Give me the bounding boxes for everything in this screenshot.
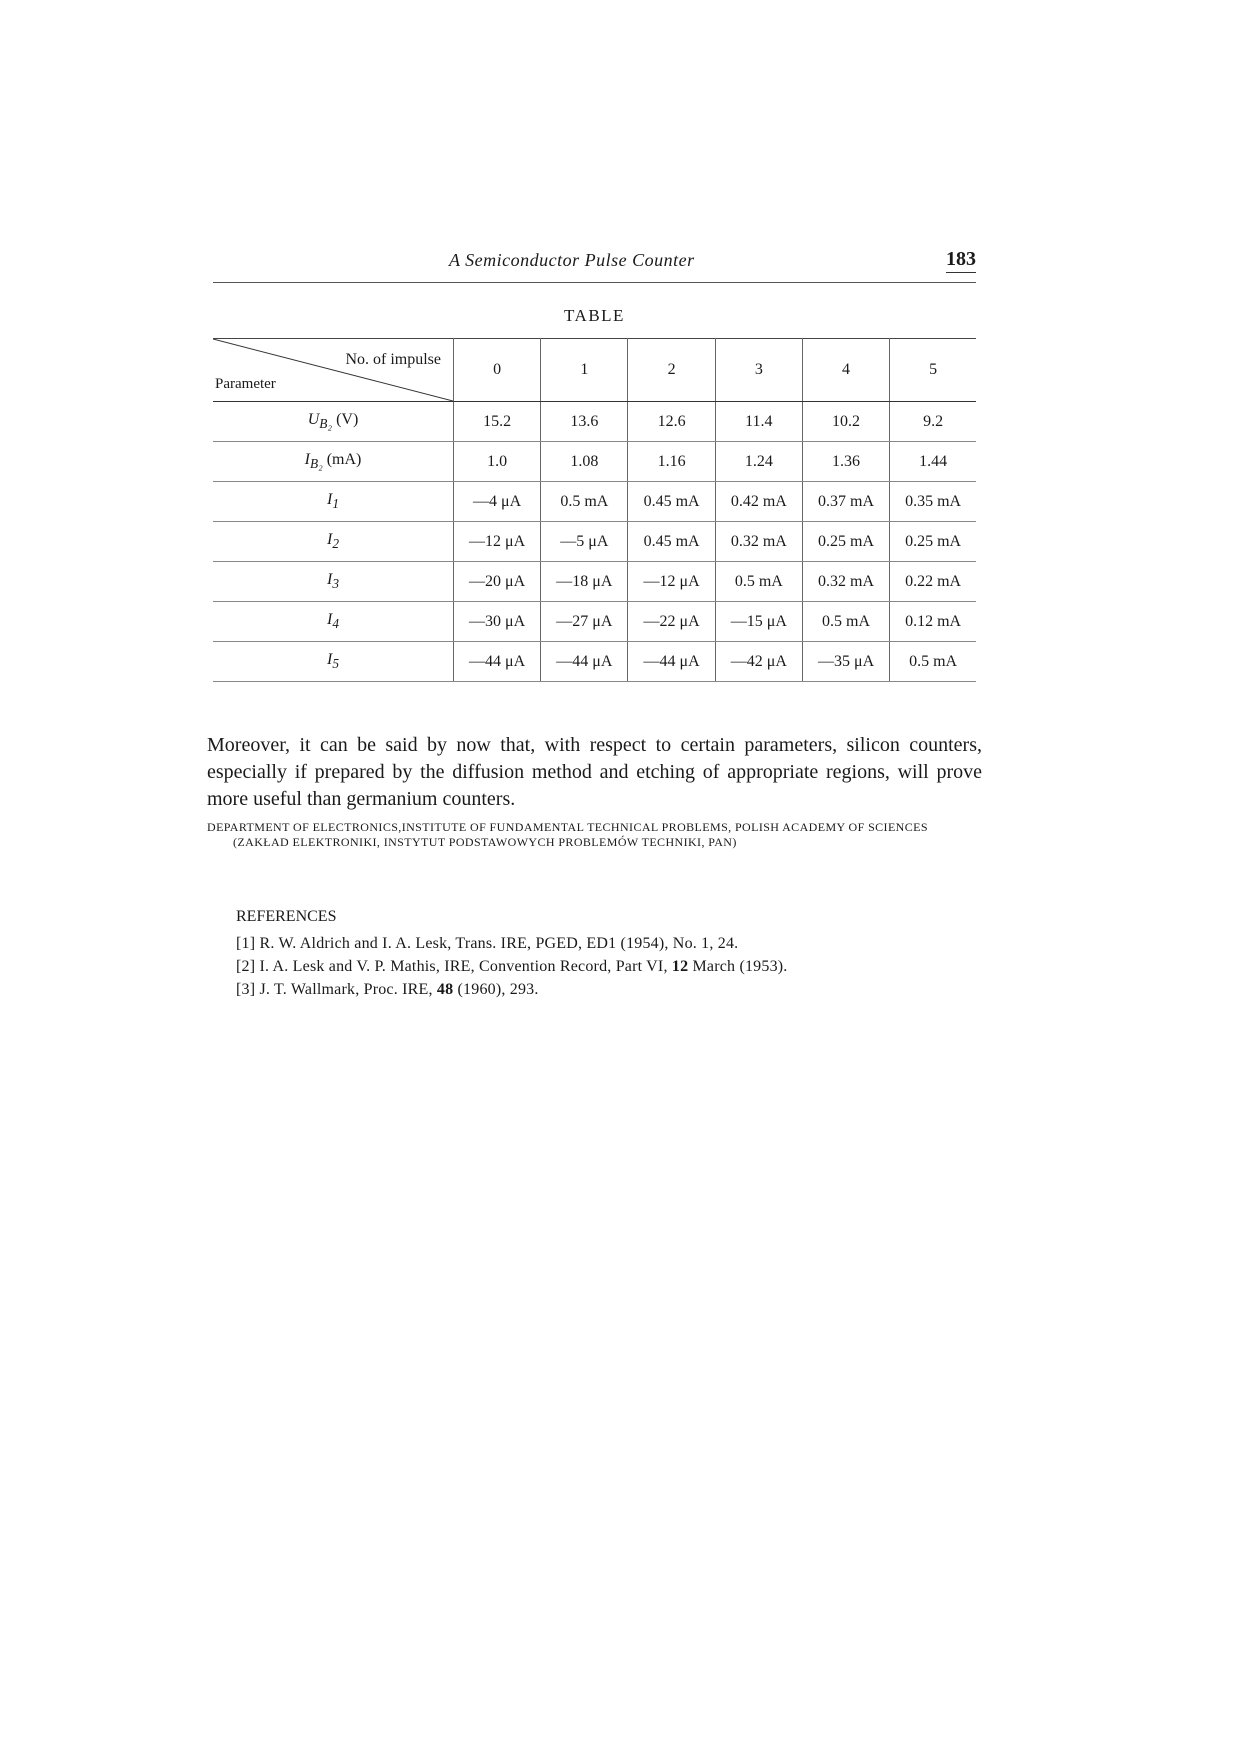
table-cell: 9.2: [890, 402, 976, 442]
table-cell: 10.2: [802, 402, 889, 442]
parameter-cell: [213, 522, 454, 562]
reference-date: (1960), 293.: [457, 981, 539, 998]
table-cell: 15.2: [454, 402, 541, 442]
table-cell: 0.45 mA: [628, 482, 715, 522]
parameter-cell: [213, 562, 454, 602]
table-cell: —18 μA: [541, 562, 628, 602]
column-header: 1: [541, 339, 628, 402]
parameter-cell: [213, 642, 454, 682]
table-cell: —15 μA: [715, 602, 802, 642]
table-cell: 0.5 mA: [541, 482, 628, 522]
table-cell: 1.08: [541, 442, 628, 482]
table-cell: —42 μA: [715, 642, 802, 682]
reference-volume: 48: [436, 981, 454, 998]
page-number: 183: [946, 248, 976, 273]
parameter-symbol: I: [327, 530, 333, 548]
reference-source: Trans. IRE, PGED, ED1 (1954), No. 1, 24.: [455, 935, 739, 952]
table-cell: —44 μA: [454, 642, 541, 682]
table-cell: 0.25 mA: [890, 522, 976, 562]
table-cell: 0.37 mA: [802, 482, 889, 522]
parameter-subscript: B₂: [319, 416, 333, 432]
running-header: [213, 248, 976, 283]
table-cell: 1.24: [715, 442, 802, 482]
affiliation-polish: (ZAKŁAD ELEKTRONIKI, INSTYTUT PODSTAWOWYCH PROBLEMÓW TECHNIKI, PAN): [233, 835, 737, 849]
corner-label-impulse: No. of impulse: [345, 351, 441, 368]
reference-date: March (1953).: [692, 958, 788, 975]
table-cell: 0.5 mA: [715, 562, 802, 602]
table-cell: —44 μA: [541, 642, 628, 682]
affiliation: [207, 820, 982, 850]
table-row: [213, 522, 976, 562]
parameter-cell: [213, 402, 454, 442]
column-header: 4: [802, 339, 889, 402]
column-header: 0: [454, 339, 541, 402]
reference-number: [3]: [236, 981, 256, 998]
parameter-unit: (V): [336, 410, 359, 428]
parameter-symbol: I: [327, 490, 333, 508]
table-header-row: [213, 339, 976, 402]
reference-number: [1]: [236, 935, 256, 952]
table-row: [213, 482, 976, 522]
reference-number: [2]: [236, 958, 256, 975]
column-header: 2: [628, 339, 715, 402]
table-cell: —12 μA: [628, 562, 715, 602]
reference-item: [236, 955, 981, 978]
reference-source: IRE, Convention Record, Part VI,: [444, 958, 668, 975]
reference-item: [236, 932, 981, 955]
table-cell: —5 μA: [541, 522, 628, 562]
table-cell: —4 μA: [454, 482, 541, 522]
parameter-cell: [213, 442, 454, 482]
reference-source: Proc. IRE,: [363, 981, 433, 998]
parameter-cell: [213, 602, 454, 642]
table-cell: 0.42 mA: [715, 482, 802, 522]
table-cell: 1.0: [454, 442, 541, 482]
references-heading: REFERENCES: [236, 908, 337, 925]
table-cell: 0.32 mA: [715, 522, 802, 562]
affiliation-english: DEPARTMENT OF ELECTRONICS,INSTITUTE OF FUNDAMENTAL TECHNICAL PROBLEMS, POLISH ACADEMY OF SCIENCES: [207, 820, 928, 834]
table-row: [213, 642, 976, 682]
references-section: [236, 905, 981, 1001]
parameter-subscript: 2: [332, 536, 339, 552]
parameter-subscript: 5: [332, 656, 339, 672]
reference-item: [236, 978, 981, 1001]
table-row: [213, 602, 976, 642]
reference-authors: R. W. Aldrich and I. A. Lesk,: [259, 935, 452, 952]
parameter-symbol: I: [304, 450, 310, 468]
table-cell: —27 μA: [541, 602, 628, 642]
running-title: A Semiconductor Pulse Counter: [449, 250, 695, 270]
table-cell: 0.35 mA: [890, 482, 976, 522]
table-cell: 0.12 mA: [890, 602, 976, 642]
table-cell: —30 μA: [454, 602, 541, 642]
table-row: [213, 562, 976, 602]
column-header: 3: [715, 339, 802, 402]
parameter-symbol: I: [327, 570, 333, 588]
column-header: 5: [890, 339, 976, 402]
table-row: [213, 442, 976, 482]
table-cell: 1.36: [802, 442, 889, 482]
table-corner-cell: [213, 339, 454, 402]
table-caption: TABLE: [564, 306, 625, 325]
table-cell: 1.44: [890, 442, 976, 482]
parameter-subscript: 1: [332, 496, 339, 512]
table-cell: —12 μA: [454, 522, 541, 562]
table-cell: 0.32 mA: [802, 562, 889, 602]
table-cell: —22 μA: [628, 602, 715, 642]
table-cell: 12.6: [628, 402, 715, 442]
reference-volume: 12: [671, 958, 689, 975]
reference-authors: J. T. Wallmark,: [259, 981, 360, 998]
table-cell: 0.25 mA: [802, 522, 889, 562]
table-cell: 1.16: [628, 442, 715, 482]
parameter-unit: (mA): [326, 450, 362, 468]
parameter-cell: [213, 482, 454, 522]
parameter-subscript: 4: [332, 616, 339, 632]
parameter-symbol: I: [327, 650, 333, 668]
data-table: [213, 338, 976, 682]
table-cell: 13.6: [541, 402, 628, 442]
parameter-subscript: 3: [332, 576, 339, 592]
corner-label-parameter: Parameter: [215, 376, 276, 392]
table-cell: —20 μA: [454, 562, 541, 602]
table-cell: —35 μA: [802, 642, 889, 682]
table-cell: —44 μA: [628, 642, 715, 682]
table-row: [213, 402, 976, 442]
table-cell: 0.45 mA: [628, 522, 715, 562]
reference-authors: I. A. Lesk and V. P. Mathis,: [259, 958, 441, 975]
parameter-symbol: U: [307, 410, 320, 428]
table-cell: 11.4: [715, 402, 802, 442]
table-cell: 0.5 mA: [802, 602, 889, 642]
table-cell: 0.5 mA: [890, 642, 976, 682]
parameter-symbol: I: [327, 610, 333, 628]
body-paragraph: Moreover, it can be said by now that, with respect to certain parameters, silicon counters, especially if prepared by the diffusion method and etching of appropriate regions, will prove more useful than germanium counters.: [207, 734, 982, 810]
parameter-subscript: B₂: [309, 456, 323, 472]
table-cell: 0.22 mA: [890, 562, 976, 602]
